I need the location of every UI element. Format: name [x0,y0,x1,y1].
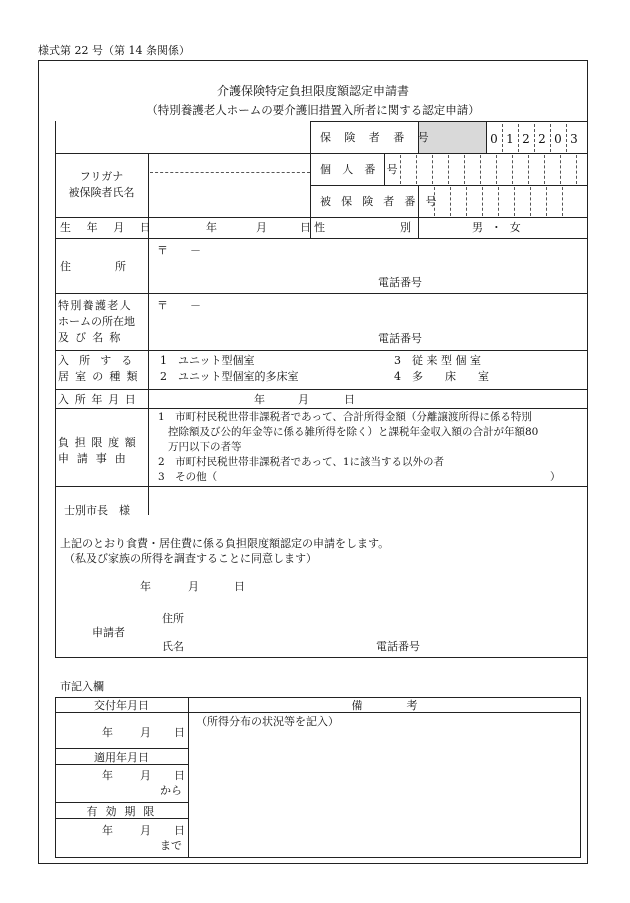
insurer-digit: 0 [490,132,498,146]
gender-label-2: 別 [400,221,411,234]
application-month-unit: 月 [188,580,199,593]
reason-option-3-close: ） [550,471,561,483]
remarks-note: （所得分布の状況等を記入） [196,715,339,728]
application-date-field[interactable] [110,578,270,594]
facility-input[interactable] [150,314,586,330]
form-subtitle: （特別養護老人ホームの要介護旧措置入所者に関する認定申請） [146,103,480,117]
insurer-digit: 1 [506,132,514,146]
valid-month-unit: 月 [140,824,151,837]
form-title: 介護保険特定負担限度額認定申請書 [216,84,409,98]
room-option-1[interactable]: 1 ユニット型個室 [160,354,255,367]
insurer-digit: 3 [570,132,578,146]
reason-option-1-cont: 控除額及び公的年金等に係る雑所得を除く）と課税年金収入額の合計が年額80 [168,426,539,438]
room-label-2: 居 室 の 種 類 [58,370,139,383]
applicant-name-label: 氏名 [162,640,184,653]
room-option-4[interactable]: 4 多 床 室 [394,370,489,383]
consent-text: （私及び家族の所得を調査することに同意します） [64,552,317,565]
application-day-unit: 日 [234,580,245,593]
applicant-name-input[interactable] [190,638,370,653]
admission-year-unit: 年 [254,393,265,406]
birth-year-unit: 年 [206,221,217,234]
reason-option-1-cont2: 万円以下の者等 [168,441,242,453]
reason-option-1[interactable]: 1 市町村民税世帯非課税者であって、合計所得金額（分離譲渡所得に係る特別 [158,411,532,423]
admission-day-unit: 日 [344,393,355,406]
applicant-address-input[interactable] [190,610,580,625]
valid-until-label: 有 効 期 限 [86,805,157,818]
apply-date-label: 適用年月日 [94,751,149,764]
room-option-3[interactable]: 3 従 来 型 個 室 [394,354,481,367]
room-label-1: 入 所 す る [58,354,136,367]
valid-day-unit: 日 [174,824,185,837]
issue-date-label: 交付年月日 [94,699,149,712]
remarks-label: 備 考 [351,699,418,712]
valid-year-unit: 年 [102,824,113,837]
applicant-address-label: 住所 [162,612,184,625]
apply-date-field[interactable] [56,765,187,801]
addressee: 士別市長 様 [64,504,130,517]
admission-date-label: 入 所 年 月 日 [58,393,137,406]
facility-phone-label: 電話番号 [378,332,422,345]
insurer-digit: 0 [554,132,562,146]
issue-year-unit: 年 [102,726,113,739]
birth-date-label: 生 年 月 日 [60,221,157,234]
admission-month-unit: 月 [298,393,309,406]
apply-from-label: から [160,784,182,797]
form-number: 様式第 22 号（第 14 条関係） [38,44,190,57]
office-section-label: 市記入欄 [60,680,104,693]
insurer-digit: 2 [522,132,530,146]
reason-option-2[interactable]: 2 市町村民税世帯非課税者であって、1に該当する以外の者 [158,456,445,468]
remarks-input[interactable] [190,730,578,856]
admission-date-field[interactable] [150,390,450,407]
address-postal[interactable]: 〒 － [157,244,201,257]
reason-label-1: 負 担 限 度 額 [58,436,137,449]
applicant-phone-label: 電話番号 [376,640,420,653]
insured-name-label: 被保険者氏名 [68,186,135,199]
birth-day-unit: 日 [300,221,311,234]
address-input[interactable] [150,258,586,274]
facility-label-1: 特別養護老人 [58,299,132,312]
address-phone-label: 電話番号 [378,276,422,289]
personal-number-label: 個 人 番 号 [320,163,402,176]
facility-postal[interactable]: 〒 － [157,299,201,312]
birth-date-field[interactable] [150,219,311,237]
furigana-label: フリガナ [79,170,124,183]
issue-day-unit: 日 [174,726,185,739]
apply-month-unit: 月 [140,769,151,782]
reason-option-3[interactable]: 3 その他（ [158,471,218,483]
issue-date-field[interactable] [56,713,187,747]
applicant-label: 申請者 [92,626,125,639]
reason-label-2: 申 請 事 由 [58,452,128,465]
furigana-input[interactable] [150,155,308,171]
insurer-digit: 2 [538,132,546,146]
apply-day-unit: 日 [174,769,185,782]
facility-label-3: 及 び 名 称 [58,331,122,344]
declaration-text: 上記のとおり食費・居住費に係る負担限度額認定の申請をします。 [60,537,390,550]
issue-month-unit: 月 [140,726,151,739]
room-option-2[interactable]: 2 ユニット型個室的多床室 [160,370,299,383]
birth-month-unit: 月 [256,221,267,234]
apply-year-unit: 年 [102,769,113,782]
valid-until-field[interactable] [56,819,187,857]
applicant-phone-input[interactable] [430,638,580,653]
facility-label-2: ホームの所在地 [58,315,135,328]
insurer-number-label: 保 険 者 番 号 [320,131,434,144]
gender-options[interactable]: 男 ・ 女 [472,221,523,234]
address-label: 住 所 [60,260,126,273]
valid-until-suffix: まで [160,839,182,852]
gender-label: 性 [314,221,325,234]
application-year-unit: 年 [140,580,151,593]
insured-name-input[interactable] [150,174,308,216]
insured-number-label: 被 保 険 者 番 号 [320,195,440,208]
